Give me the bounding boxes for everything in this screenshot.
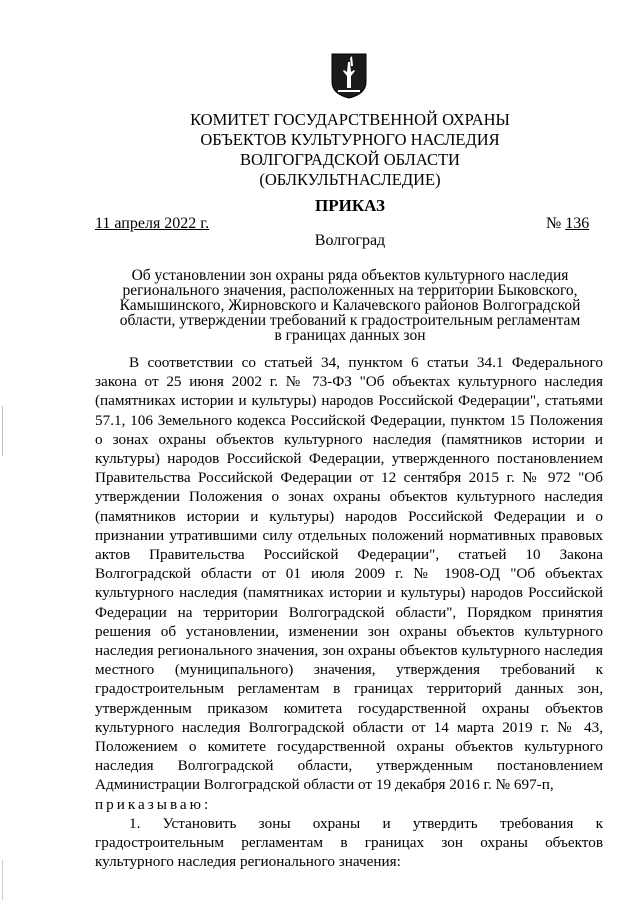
org-line: ВОЛГОГРАДСКОЙ ОБЛАСТИ bbox=[240, 150, 460, 169]
body-paragraph-preamble: В соответствии со статьей 34, пунктом 6 статьи 34.1 Федерального закона от 25 июня 2002 г. № 73-ФЗ "Об объектах культурного наследия (памятниках истории и культуры) народов Российской Федерации", статьями 57.1, 106 Земельного кодекса Российской Федерации, пунктом 15 Положения о зонах охраны объектов культурного наследия (памятников истории и культуры) народов Российской Федерации, утвержденного постановлением Правительства Российской Федерации от 12 сентября 2015 г. № 972 "Об утверждении Положения о зонах охраны объектов культурного наследия (памятников истории и культуры) народов Российской Федерации и о признании утратившими силу отдельных положений нормативных правовых актов Правительства Российской Федерации", статьей 10 Закона Волгоградской области от 01 июля 2009 г. № 1908-ОД "Об объектах культурного наследия (памятниках истории и культуры) народов Российской Федерации на территории Волгоградской области", Порядком принятия решения об установлении, изменении зон охраны объектов культурного наследия регионального значения, зон охраны объектов культурного наследия местного (муниципального) значения, утверждения требований к градостроительным регламентам в границах территорий данных зон, утвержденным приказом комитета государственной охраны объектов культурного наследия Волгоградской области от 14 марта 2019 г. № 43, Положением о комитете государственной охраны объектов культурного наследия Волгоградской области, утвержденным постановлением Администрации Волгоградской области от 19 декабря 2016 г. № 697-п, bbox=[95, 354, 603, 794]
subject-line: Камышинского, Жирновского и Калачевского районов Волгоградской bbox=[119, 297, 581, 314]
order-city: Волгоград bbox=[314, 232, 386, 249]
order-date: 11 апреля 2022 г. bbox=[95, 215, 210, 232]
order-number bbox=[546, 215, 589, 233]
org-line: ОБЪЕКТОВ КУЛЬТУРНОГО НАСЛЕДИЯ bbox=[200, 130, 500, 149]
order-number-value: 136 bbox=[565, 215, 590, 232]
document-title: ПРИКАЗ bbox=[315, 196, 385, 215]
organization-name bbox=[150, 110, 550, 190]
subject-line: регионального значения, расположенных на территории Быковского, bbox=[122, 282, 578, 299]
subject-line: области, утверждении требований к градостроительным регламентам bbox=[119, 312, 581, 329]
order-body bbox=[95, 353, 603, 871]
coat-of-arms-icon bbox=[330, 52, 368, 100]
body-paragraph-item-1: 1. Установить зоны охраны и утвердить требования к градостроительным регламентам в границах зон охраны объектов культурного наследия регионального значения: bbox=[95, 814, 603, 871]
scan-artifact bbox=[2, 860, 3, 900]
org-line: (ОБЛКУЛЬТНАСЛЕДИЕ) bbox=[259, 170, 441, 189]
subject-line: Об установлении зон охраны ряда объектов культурного наследия bbox=[131, 267, 569, 284]
subject-line: в границах данных зон bbox=[274, 327, 426, 344]
order-subject bbox=[110, 268, 590, 343]
order-number-prefix: № bbox=[546, 215, 566, 232]
decree-word: приказываю: bbox=[95, 795, 212, 813]
org-line: КОМИТЕТ ГОСУДАРСТВЕННОЙ ОХРАНЫ bbox=[190, 110, 510, 129]
scan-artifact bbox=[2, 406, 3, 456]
